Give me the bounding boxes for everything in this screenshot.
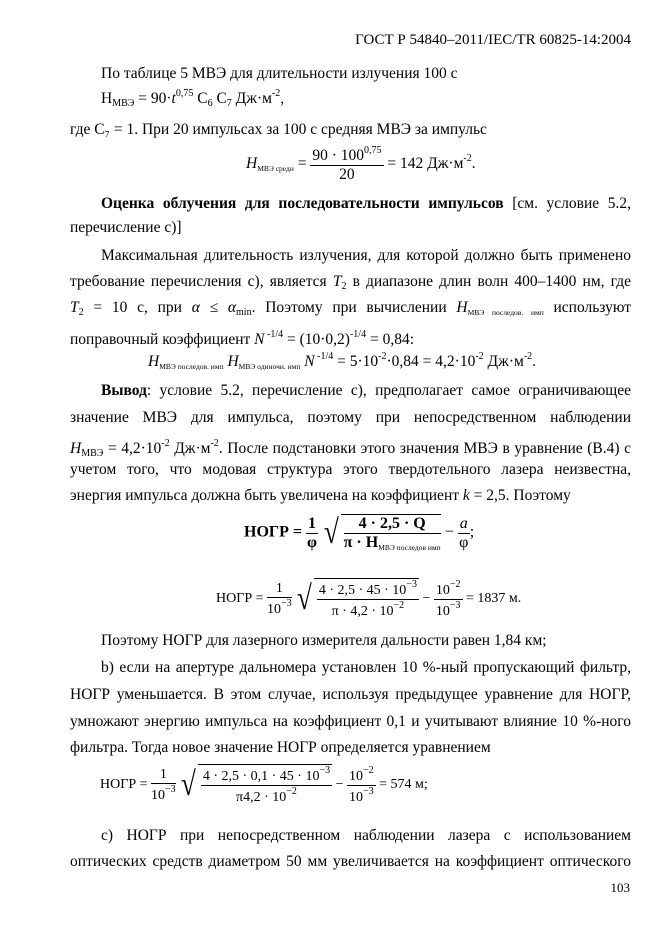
fraction: $\frac{90 \cdot 100^{0,75}}{20}$ — [312, 145, 382, 183]
paragraph-line: требование перечисления с), является $T_2$ в диапазоне длин волн 400–1400 нм, где — [70, 273, 631, 292]
paragraph-line: Оценка облучения для последовательности импульсов [см. условие 5.2, — [101, 195, 631, 212]
paragraph-line: энергия импульса должна быть увеличена на коэффициент k = 2,5. Поэтому — [70, 487, 571, 504]
paragraph-line: значение МВЭ для импульса, поэтому при непосредственном наблюдении — [70, 409, 631, 426]
paragraph-line: поправочный коэффициент N $^{-1/4} = (10\cdot 0,2)^{-1/4} = 0,84$: — [70, 329, 415, 348]
paragraph-line: с) НОГР при непосредственном наблюдении лазера с использованием — [101, 827, 631, 844]
paragraph-line: b) если на апертуре дальномера установлен 10 %-ный пропускающий фильтр, — [101, 659, 631, 676]
formula-nohd-filter: НОГР = $\frac{1}{10^{-3}}$ √ $\frac{4 \cdot 2,5 \cdot 0,1 \cdot 45 \cdot 10^{-3}}{\pi 4,2 \cdot 10^{-2}}$ − $\frac{10^{-2}}{10^{-3}}$ = 574 м; — [100, 764, 428, 805]
paragraph-line: Вывод: условие 5.2, перечисление с), предполагает самое ограничивающее — [101, 382, 631, 399]
paragraph-line: где С₇ = 1. При 20 импульсах за 100 с средняя МВЭ за импульс — [70, 121, 487, 138]
paragraph-line: $T_2 = 10$ с, при $\alpha \le \alpha_{min}$. Поэтому при вычислении HМВЭ последов. имп используют — [70, 299, 632, 318]
paragraph-line: Максимальная длительность излучения, для которой должно быть применено — [101, 247, 631, 264]
formula-mpe-time: $Н_{МВЭ} = 90\cdot t^{0,75}$ $С_6$ $С_7$ $Дж\cdot м^{-2}$, — [101, 88, 285, 109]
paragraph-line: учетом того, что модовая структура этого твердотельного лазера неизвестна, — [70, 461, 631, 478]
page-number: 103 — [610, 880, 630, 895]
formula-mpe-average: HМВЭ средн = $\frac{90 \cdot 100^{0,75}}{20}$ = 142 $Дж\cdot м^{-2}$. — [246, 145, 476, 183]
document-header: ГОСТ Р 54840–2011/IEC/TR 60825-14:2004 — [355, 32, 631, 48]
paragraph-line: По таблице 5 МВЭ для длительности излучения 100 с — [101, 65, 458, 82]
formula-nohd-general: НОГР = $\frac{1}{\varphi}$ √ $\frac{4 \cdot 2,5 \cdot Q}{\text{π · HМВЭ последов имп}}$ − $\frac{a}{\varphi}$ ; — [244, 514, 475, 552]
formula-pulse-train: HМВЭ последов. имп HМВЭ одиночн. имп N $^{-1/4} = 5\cdot 10^{-2}\cdot 0,84 = 4,2\cdot 10^{-2}$ $Дж\cdot м^{-2}$. — [148, 351, 537, 371]
paragraph-line: перечисление с)] — [70, 219, 182, 236]
paragraph-line: умножают энергию импульса на коэффициент 0,1 и учитывают влияние 10 %-ного — [70, 713, 631, 730]
paragraph-line: фильтра. Тогда новое значение НОГР определяется уравнением — [70, 739, 491, 756]
formula-nohd-numeric: НОГР = $\frac{1}{10^{-3}}$ √ $\frac{4 \cdot 2,5 \cdot 45 \cdot 10^{-3}}{\pi \cdot 4,2 \cdot 10^{-2}}$ − $\frac{10^{-2}}{10^{-3}}$ = 1837 м. — [216, 578, 522, 619]
paragraph-line: $H_{МВЭ} = 4,2\cdot 10^{-2}$ $Дж\cdot м^{-2}$. После подстановки этого значения МВЭ в уравнение (В.4) с — [70, 438, 631, 459]
paragraph-line: Поэтому НОГР для лазерного измерителя дальности равен 1,84 км; — [101, 632, 547, 649]
paragraph-line: оптических средств диаметром 50 мм увеличивается на коэффициент оптического — [70, 853, 631, 870]
paragraph-line: НОГР уменьшается. В этом случае, используя предыдущее уравнение для НОГР, — [70, 686, 631, 703]
